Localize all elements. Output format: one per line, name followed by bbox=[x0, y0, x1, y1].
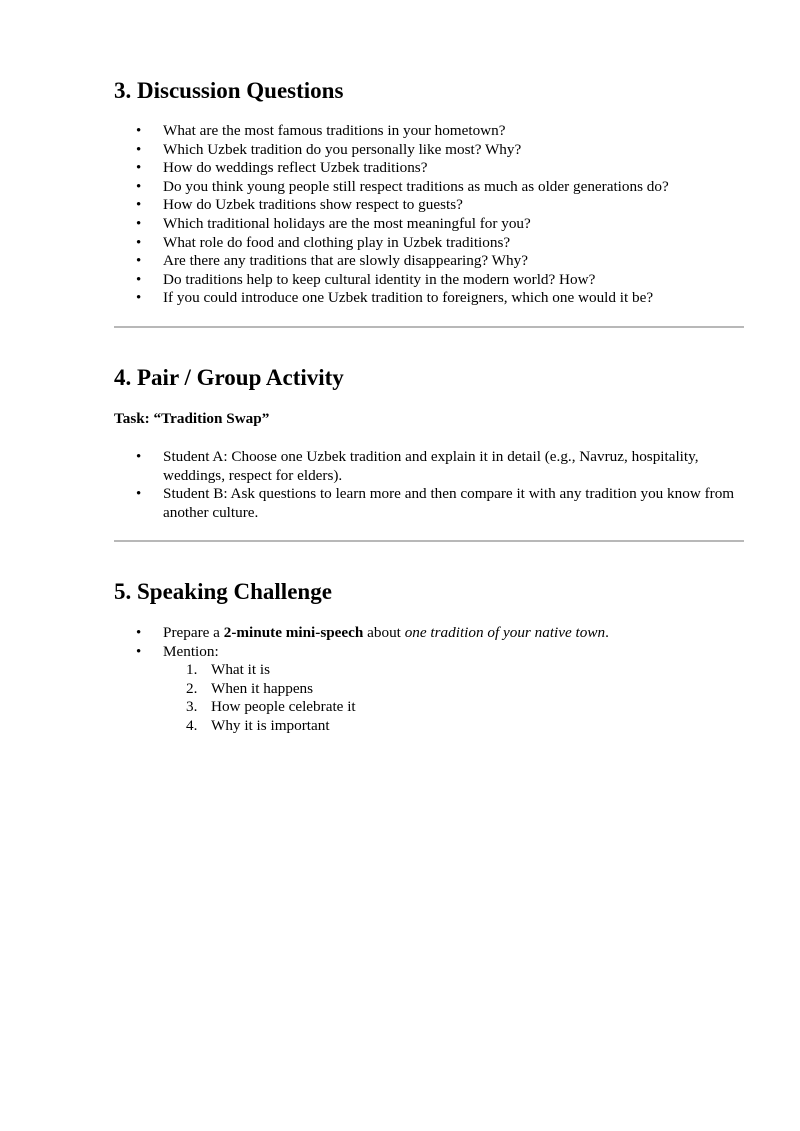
prepare-prefix: Prepare a bbox=[163, 624, 224, 641]
prepare-suffix: . bbox=[605, 624, 609, 641]
mention-item: • Mention: bbox=[114, 643, 744, 662]
item-number: 2. bbox=[186, 679, 198, 697]
section-4-heading: 4. Pair / Group Activity bbox=[114, 365, 344, 390]
numbered-item bbox=[114, 661, 744, 680]
numbered-item bbox=[114, 717, 744, 736]
prepare-bold-text: 2-minute mini-speech bbox=[223, 624, 364, 641]
item-number: 1. bbox=[186, 661, 198, 678]
list-item: • Which traditional holidays are the most meaningful for you? bbox=[114, 215, 744, 234]
item-text: How people celebrate it bbox=[211, 698, 356, 716]
list-item: • How do Uzbek traditions show respect to guests? bbox=[114, 196, 744, 215]
activity-list bbox=[114, 448, 744, 522]
prepare-italic-text: one tradition of your native town bbox=[404, 624, 606, 641]
list-item: • How do weddings reflect Uzbek traditions? bbox=[114, 159, 744, 178]
section-3-heading: 3. Discussion Questions bbox=[114, 78, 344, 103]
item-text: When it happens bbox=[211, 679, 314, 697]
list-item: • What are the most famous traditions in your hometown? bbox=[114, 122, 744, 141]
list-item: • What role do food and clothing play in Uzbek traditions? bbox=[114, 234, 744, 253]
item-number: 4. bbox=[186, 716, 198, 734]
list-item: • If you could introduce one Uzbek tradition to foreigners, which one would it be? bbox=[114, 289, 744, 308]
list-item: • Do traditions help to keep cultural identity in the modern world? How? bbox=[114, 271, 744, 290]
item-number: 3. bbox=[186, 698, 198, 716]
numbered-item bbox=[114, 680, 744, 699]
discussion-questions-list bbox=[114, 122, 744, 308]
prepare-middle: about bbox=[363, 624, 405, 641]
list-item: • Which Uzbek tradition do you personally like most? Why? bbox=[114, 141, 744, 160]
numbered-item bbox=[114, 698, 744, 717]
prepare-item bbox=[114, 624, 744, 643]
list-item: • Do you think young people still respect traditions as much as older generations do? bbox=[114, 178, 744, 197]
horizontal-divider bbox=[114, 540, 744, 542]
item-text: What it is bbox=[211, 661, 271, 678]
list-item: • Student B: Ask questions to learn more and then compare it with any tradition you know from another culture. bbox=[114, 485, 744, 522]
horizontal-divider bbox=[114, 326, 744, 328]
list-item: • Are there any traditions that are slowly disappearing? Why? bbox=[114, 252, 744, 271]
item-text: Why it is important bbox=[211, 716, 330, 734]
task-label: Task: “Tradition Swap” bbox=[114, 410, 270, 427]
mention-numbered-list bbox=[114, 661, 744, 735]
list-item: • Student A: Choose one Uzbek tradition and explain it in detail (e.g., Navruz, hospitality, weddings, respect for elders). bbox=[114, 448, 744, 485]
speaking-challenge-list bbox=[114, 624, 744, 661]
section-5-heading: 5. Speaking Challenge bbox=[114, 579, 332, 604]
